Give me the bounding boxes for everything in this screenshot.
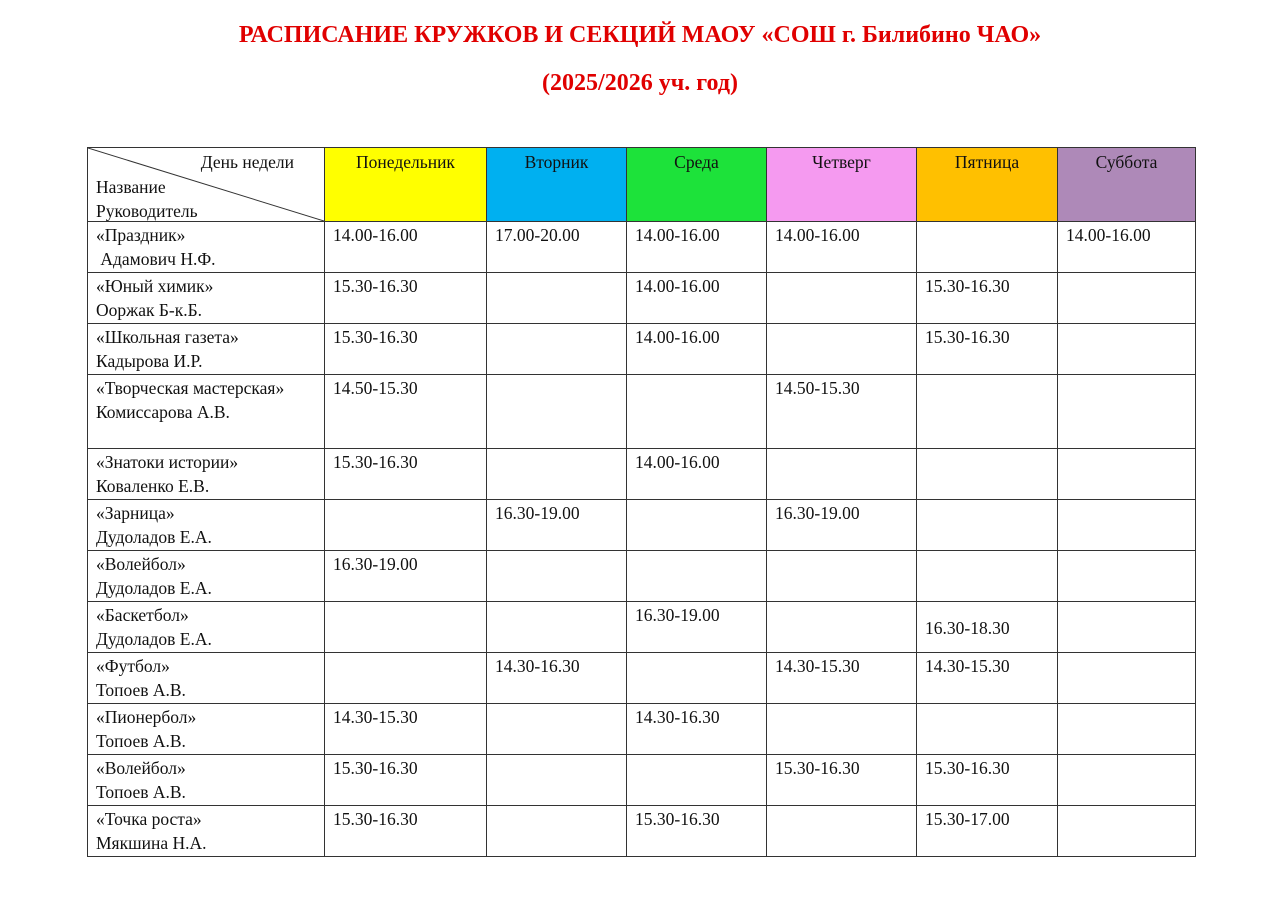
time-cell xyxy=(917,551,1058,602)
table-row xyxy=(88,500,1196,551)
time-cell xyxy=(487,806,627,857)
schedule-table xyxy=(87,147,1196,857)
schedule-body xyxy=(88,222,1196,857)
activity-leader: Топоев А.В. xyxy=(96,731,186,751)
time-cell: 15.30-16.30 xyxy=(325,324,487,375)
activity-name: «Юный химик» xyxy=(96,276,214,296)
activity-name: «Пионербол» xyxy=(96,707,197,727)
time-cell xyxy=(1058,704,1196,755)
time-cell: 15.30-16.30 xyxy=(767,755,917,806)
activity-cell xyxy=(88,222,325,273)
day-header-monday: Понедельник xyxy=(325,148,487,222)
time-cell xyxy=(1058,273,1196,324)
table-row xyxy=(88,449,1196,500)
table-row xyxy=(88,653,1196,704)
time-cell: 14.30-16.30 xyxy=(487,653,627,704)
time-cell xyxy=(1058,375,1196,449)
time-cell xyxy=(487,602,627,653)
time-cell xyxy=(1058,653,1196,704)
time-cell xyxy=(767,449,917,500)
page-title: РАСПИСАНИЕ КРУЖКОВ И СЕКЦИЙ МАОУ «СОШ г. Билибино ЧАО» xyxy=(238,22,1042,48)
time-cell xyxy=(1058,806,1196,857)
time-cell xyxy=(917,222,1058,273)
activity-name: «Волейбол» xyxy=(96,554,186,574)
activity-cell xyxy=(88,449,325,500)
activity-leader: Дудоладов Е.А. xyxy=(96,629,212,649)
time-cell: 14.30-15.30 xyxy=(325,704,487,755)
time-cell xyxy=(1058,449,1196,500)
activity-leader: Адамович Н.Ф. xyxy=(96,249,216,269)
activity-name: «Футбол» xyxy=(96,656,170,676)
time-cell: 15.30-16.30 xyxy=(325,273,487,324)
time-cell: 17.00-20.00 xyxy=(487,222,627,273)
activity-name: «Зарница» xyxy=(96,503,175,523)
time-cell xyxy=(767,273,917,324)
table-row xyxy=(88,273,1196,324)
table-row xyxy=(88,375,1196,449)
activity-cell xyxy=(88,653,325,704)
time-cell: 14.00-16.00 xyxy=(627,324,767,375)
time-cell: 15.30-16.30 xyxy=(325,449,487,500)
table-row xyxy=(88,222,1196,273)
activity-leader: Дудоладов Е.А. xyxy=(96,527,212,547)
time-cell xyxy=(767,704,917,755)
day-header-friday: Пятница xyxy=(917,148,1058,222)
activity-leader: Топоев А.В. xyxy=(96,680,186,700)
time-cell xyxy=(487,551,627,602)
corner-name-label: Название xyxy=(96,177,166,197)
time-cell: 16.30-18.30 xyxy=(917,602,1058,653)
activity-cell xyxy=(88,324,325,375)
time-cell xyxy=(627,755,767,806)
table-row xyxy=(88,324,1196,375)
time-cell xyxy=(627,500,767,551)
time-cell xyxy=(325,602,487,653)
corner-leader-label: Руководитель xyxy=(96,201,198,221)
activity-leader: Кадырова И.Р. xyxy=(96,351,203,371)
time-cell xyxy=(767,806,917,857)
activity-cell xyxy=(88,273,325,324)
activity-leader: Мякшина Н.А. xyxy=(96,833,207,853)
activity-cell xyxy=(88,551,325,602)
time-cell: 14.00-16.00 xyxy=(325,222,487,273)
header-row xyxy=(88,148,1196,222)
time-cell xyxy=(917,375,1058,449)
day-header-saturday: Суббота xyxy=(1058,148,1196,222)
page-subtitle: (2025/2026 уч. год) xyxy=(542,70,738,96)
time-cell: 14.50-15.30 xyxy=(767,375,917,449)
time-cell: 14.30-16.30 xyxy=(627,704,767,755)
activity-leader: Дудоладов Е.А. xyxy=(96,578,212,598)
time-cell xyxy=(1058,551,1196,602)
time-cell: 14.50-15.30 xyxy=(325,375,487,449)
activity-cell xyxy=(88,375,325,449)
corner-day-label: День недели xyxy=(200,152,294,172)
time-cell xyxy=(767,602,917,653)
time-cell: 14.00-16.00 xyxy=(627,449,767,500)
time-cell: 14.00-16.00 xyxy=(627,222,767,273)
day-header-thursday: Четверг xyxy=(767,148,917,222)
time-cell xyxy=(767,324,917,375)
time-cell xyxy=(487,375,627,449)
time-cell: 14.30-15.30 xyxy=(917,653,1058,704)
time-cell xyxy=(1058,324,1196,375)
time-cell xyxy=(325,653,487,704)
activity-name: «Волейбол» xyxy=(96,758,186,778)
time-cell xyxy=(325,500,487,551)
activity-name: «Школьная газета» xyxy=(96,327,239,347)
time-cell: 16.30-19.00 xyxy=(767,500,917,551)
day-header-wednesday: Среда xyxy=(627,148,767,222)
time-cell: 15.30-16.30 xyxy=(627,806,767,857)
time-cell xyxy=(487,755,627,806)
time-cell: 16.30-19.00 xyxy=(487,500,627,551)
time-cell: 16.30-19.00 xyxy=(325,551,487,602)
activity-name: «Творческая мастерская» xyxy=(96,378,285,398)
time-cell xyxy=(1058,602,1196,653)
table-row xyxy=(88,551,1196,602)
time-cell xyxy=(1058,755,1196,806)
time-cell: 14.00-16.00 xyxy=(627,273,767,324)
time-cell xyxy=(487,273,627,324)
activity-cell xyxy=(88,755,325,806)
time-cell xyxy=(487,449,627,500)
time-cell xyxy=(627,653,767,704)
time-cell: 14.30-15.30 xyxy=(767,653,917,704)
activity-name: «Знатоки истории» xyxy=(96,452,239,472)
day-header-tuesday: Вторник xyxy=(487,148,627,222)
activity-name: «Праздник» xyxy=(96,225,186,245)
activity-cell xyxy=(88,806,325,857)
corner-header-cell xyxy=(88,148,325,222)
time-cell: 14.00-16.00 xyxy=(767,222,917,273)
activity-cell xyxy=(88,500,325,551)
time-cell: 15.30-16.30 xyxy=(917,273,1058,324)
time-cell xyxy=(917,500,1058,551)
time-cell: 15.30-16.30 xyxy=(325,806,487,857)
table-row xyxy=(88,806,1196,857)
table-row xyxy=(88,704,1196,755)
time-cell xyxy=(487,704,627,755)
time-cell: 15.30-16.30 xyxy=(917,324,1058,375)
activity-name: «Баскетбол» xyxy=(96,605,189,625)
time-cell xyxy=(487,324,627,375)
time-cell xyxy=(1058,500,1196,551)
time-cell xyxy=(627,551,767,602)
time-cell: 15.30-16.30 xyxy=(325,755,487,806)
time-cell xyxy=(917,704,1058,755)
time-cell: 16.30-19.00 xyxy=(627,602,767,653)
table-row xyxy=(88,755,1196,806)
activity-leader: Топоев А.В. xyxy=(96,782,186,802)
activity-leader: Ооржак Б-к.Б. xyxy=(96,300,203,320)
time-cell xyxy=(917,449,1058,500)
time-cell xyxy=(767,551,917,602)
time-cell: 15.30-16.30 xyxy=(917,755,1058,806)
time-cell xyxy=(627,375,767,449)
activity-name: «Точка роста» xyxy=(96,809,202,829)
activity-leader: Комиссарова А.В. xyxy=(96,402,230,422)
time-cell: 14.00-16.00 xyxy=(1058,222,1196,273)
activity-cell xyxy=(88,602,325,653)
activity-cell xyxy=(88,704,325,755)
time-cell: 15.30-17.00 xyxy=(917,806,1058,857)
activity-leader: Коваленко Е.В. xyxy=(96,476,210,496)
table-row xyxy=(88,602,1196,653)
